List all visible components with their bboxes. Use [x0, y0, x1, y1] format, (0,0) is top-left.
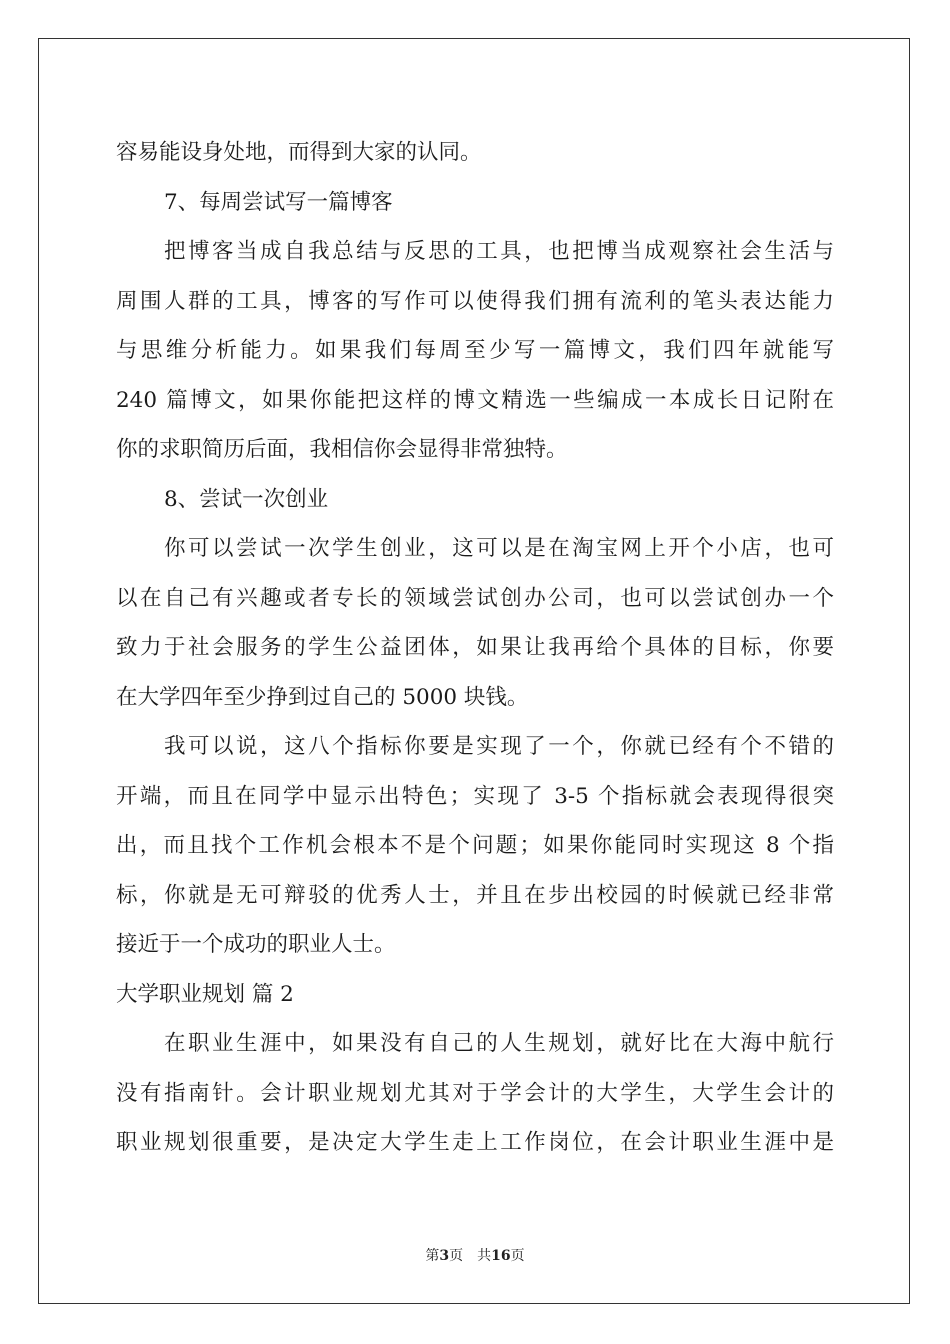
text-line: 开端，而且在同学中显示出特色；实现了 3-5 个指标就会表现得很突 — [116, 783, 834, 809]
text-line: 没有指南针。会计职业规划尤其对于学会计的大学生，大学生会计的 — [116, 1080, 834, 1106]
text-line: 7、每周尝试写一篇博客 — [164, 189, 393, 215]
text-line: 致力于社会服务的学生公益团体，如果让我再给个具体的目标，你要 — [116, 635, 834, 660]
document-body — [116, 128, 834, 1168]
text-line: 我可以说，这八个指标你要是实现了一个，你就已经有个不错的 — [164, 734, 834, 759]
text-line: 大学职业规划 篇 2 — [116, 981, 294, 1007]
text-line: 接近于一个成功的职业人士。 — [116, 932, 396, 957]
page-footer — [0, 1245, 950, 1265]
text-line: 标，你就是无可辩驳的优秀人士，并且在步出校园的时候就已经非常 — [116, 882, 834, 908]
text-line: 周围人群的工具，博客的写作可以使得我们拥有流利的笔头表达能力 — [116, 288, 834, 314]
text-line: 你可以尝试一次学生创业，这可以是在淘宝网上开个小店，也可 — [164, 536, 834, 561]
page-suffix: 页 — [449, 1248, 464, 1264]
text-line: 以在自己有兴趣或者专长的领域尝试创办公司，也可以尝试创办一个 — [116, 585, 834, 611]
total-suffix: 页 — [510, 1248, 525, 1264]
page-prefix: 第 — [425, 1248, 440, 1264]
text-line: 你的求职简历后面，我相信你会显得非常独特。 — [116, 437, 568, 462]
text-line: 出，而且找个工作机会根本不是个问题；如果你能同时实现这 8 个指 — [116, 833, 834, 858]
page-number: 3 — [439, 1248, 450, 1264]
text-line: 240 篇博文，如果你能把这样的博文精选一些编成一本成长日记附在 — [116, 387, 834, 413]
text-line: 职业规划很重要，是决定大学生走上工作岗位，在会计职业生涯中是 — [116, 1130, 834, 1155]
text-line: 在职业生涯中，如果没有自己的人生规划，就好比在大海中航行 — [164, 1031, 834, 1056]
total-prefix: 共 — [477, 1248, 492, 1264]
text-line: 在大学四年至少挣到过自己的 5000 块钱。 — [116, 684, 529, 710]
text-line: 把博客当成自我总结与反思的工具，也把博当成观察社会生活与 — [164, 239, 834, 264]
page-total: 16 — [491, 1248, 511, 1264]
text-line: 容易能设身处地，而得到大家的认同。 — [116, 140, 482, 165]
text-line: 8、尝试一次创业 — [164, 486, 329, 512]
text-line: 与思维分析能力。如果我们每周至少写一篇博文，我们四年就能写 — [116, 338, 834, 363]
